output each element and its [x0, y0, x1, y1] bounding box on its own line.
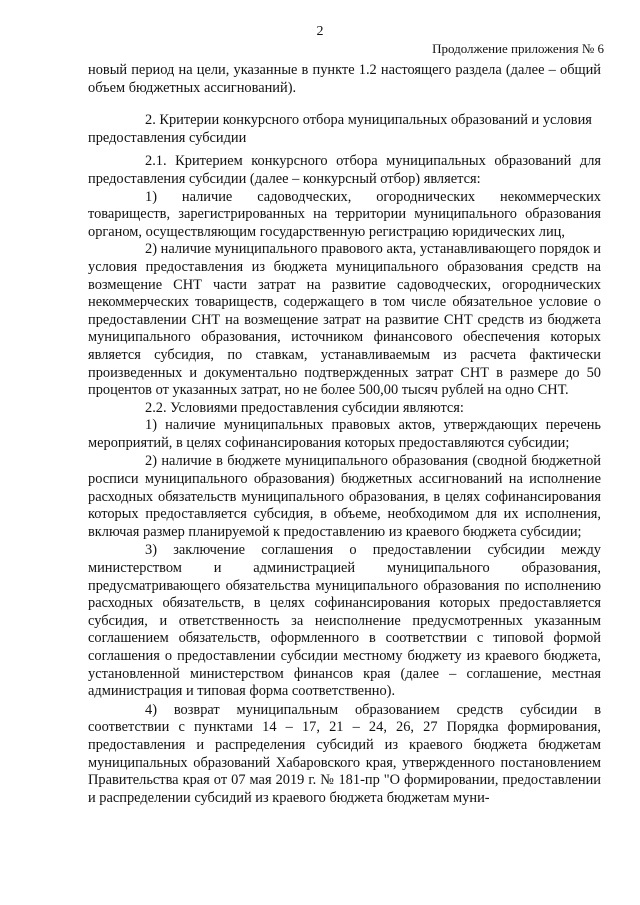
- paragraph-2-2-item-2: 2) наличие в бюджете муниципального образования (сводной бюджетной росписи муниципального образования) бюджетных ассигнований на исполнение расходных обязательств муниципального образования, в целях софинансирования которых предоставляется субсидия, в объеме, необходимом для их исполнения, включая размер планируемой к предоставлению из краевого бюджета субсидии;: [88, 453, 601, 540]
- section-heading: 2. Критерии конкурсного отбора муниципальных образований и условия предоставления субсидии: [88, 112, 592, 146]
- paragraph-2-1-item-2: 2) наличие муниципального правового акта, устанавливающего порядок и условия предоставления из бюджета муниципального образования средств на возмещение СНТ части затрат на развитие садоводческих, огороднических некоммерческих товариществ, содержащего в том числе обязательное условие о предоставлении СНТ на возмещение затрат на развитие СНТ средств из бюджета муниципального образования, источником финансового обеспечения которых является субсидия, по ставкам, устанавливаемым из расчета фактически произведенных и документально подтвержденных затрат СНТ в размере до 50 процентов от указанных затрат, но не более 500,00 тысяч рублей на одно СНТ.: [88, 241, 601, 399]
- page-number: 2: [316, 24, 324, 39]
- paragraph-2-1: 2.1. Критерием конкурсного отбора муниципальных образований для предоставления субсидии (далее – конкурсный отбор) является:: [88, 153, 601, 187]
- paragraph-2-1-item-1: 1) наличие садоводческих, огороднических некоммерческих товариществ, зарегистрированных на территории муниципального образования органом, осуществляющим государственную регистрацию юридических лиц,: [88, 188, 601, 240]
- appendix-continuation-label: Продолжение приложения № 6: [432, 41, 604, 56]
- paragraph-2-2-item-1: 1) наличие муниципальных правовых актов, утверждающих перечень мероприятий, в целях софинансирования которых предоставляются субсидии;: [88, 417, 601, 451]
- document-body: [88, 62, 601, 807]
- paragraph-2-2-item-3: 3) заключение соглашения о предоставлении субсидии между министерством и администрацией муниципального образования, предусматривающего обязательства муниципального образования по исполнению расходных обязательств, в целях софинансирования которых предоставляется субсидия, и ответственность за неисполнение предусмотренных указанным соглашением обязательств, оформленного в соответствии с типовой формой соглашения о предоставлении субсидии местному бюджету из краевого бюджета, установленной министерством финансов края (далее – соглашение, местная администрация и типовая форма соответственно).: [88, 542, 601, 700]
- paragraph-2-2: 2.2. Условиями предоставления субсидии являются:: [145, 399, 464, 416]
- intro-paragraph: новый период на цели, указанные в пункте 1.2 настоящего раздела (далее – общий объем бюджетных ассигнований).: [88, 62, 601, 96]
- paragraph-2-2-item-4: 4) возврат муниципальным образованием средств субсидии в соответствии с пунктами 14 – 17, 21 – 24, 26, 27 Порядка формирования, предоставления и распределения субсидий из краевого бюджета бюджетам муниципальных образований Хабаровского края, утвержденного постановлением Правительства края от 07 мая 2019 г. № 181-пр "О формировании, предоставлении и распределении субсидий из краевого бюджета бюджетам муни-: [88, 701, 601, 806]
